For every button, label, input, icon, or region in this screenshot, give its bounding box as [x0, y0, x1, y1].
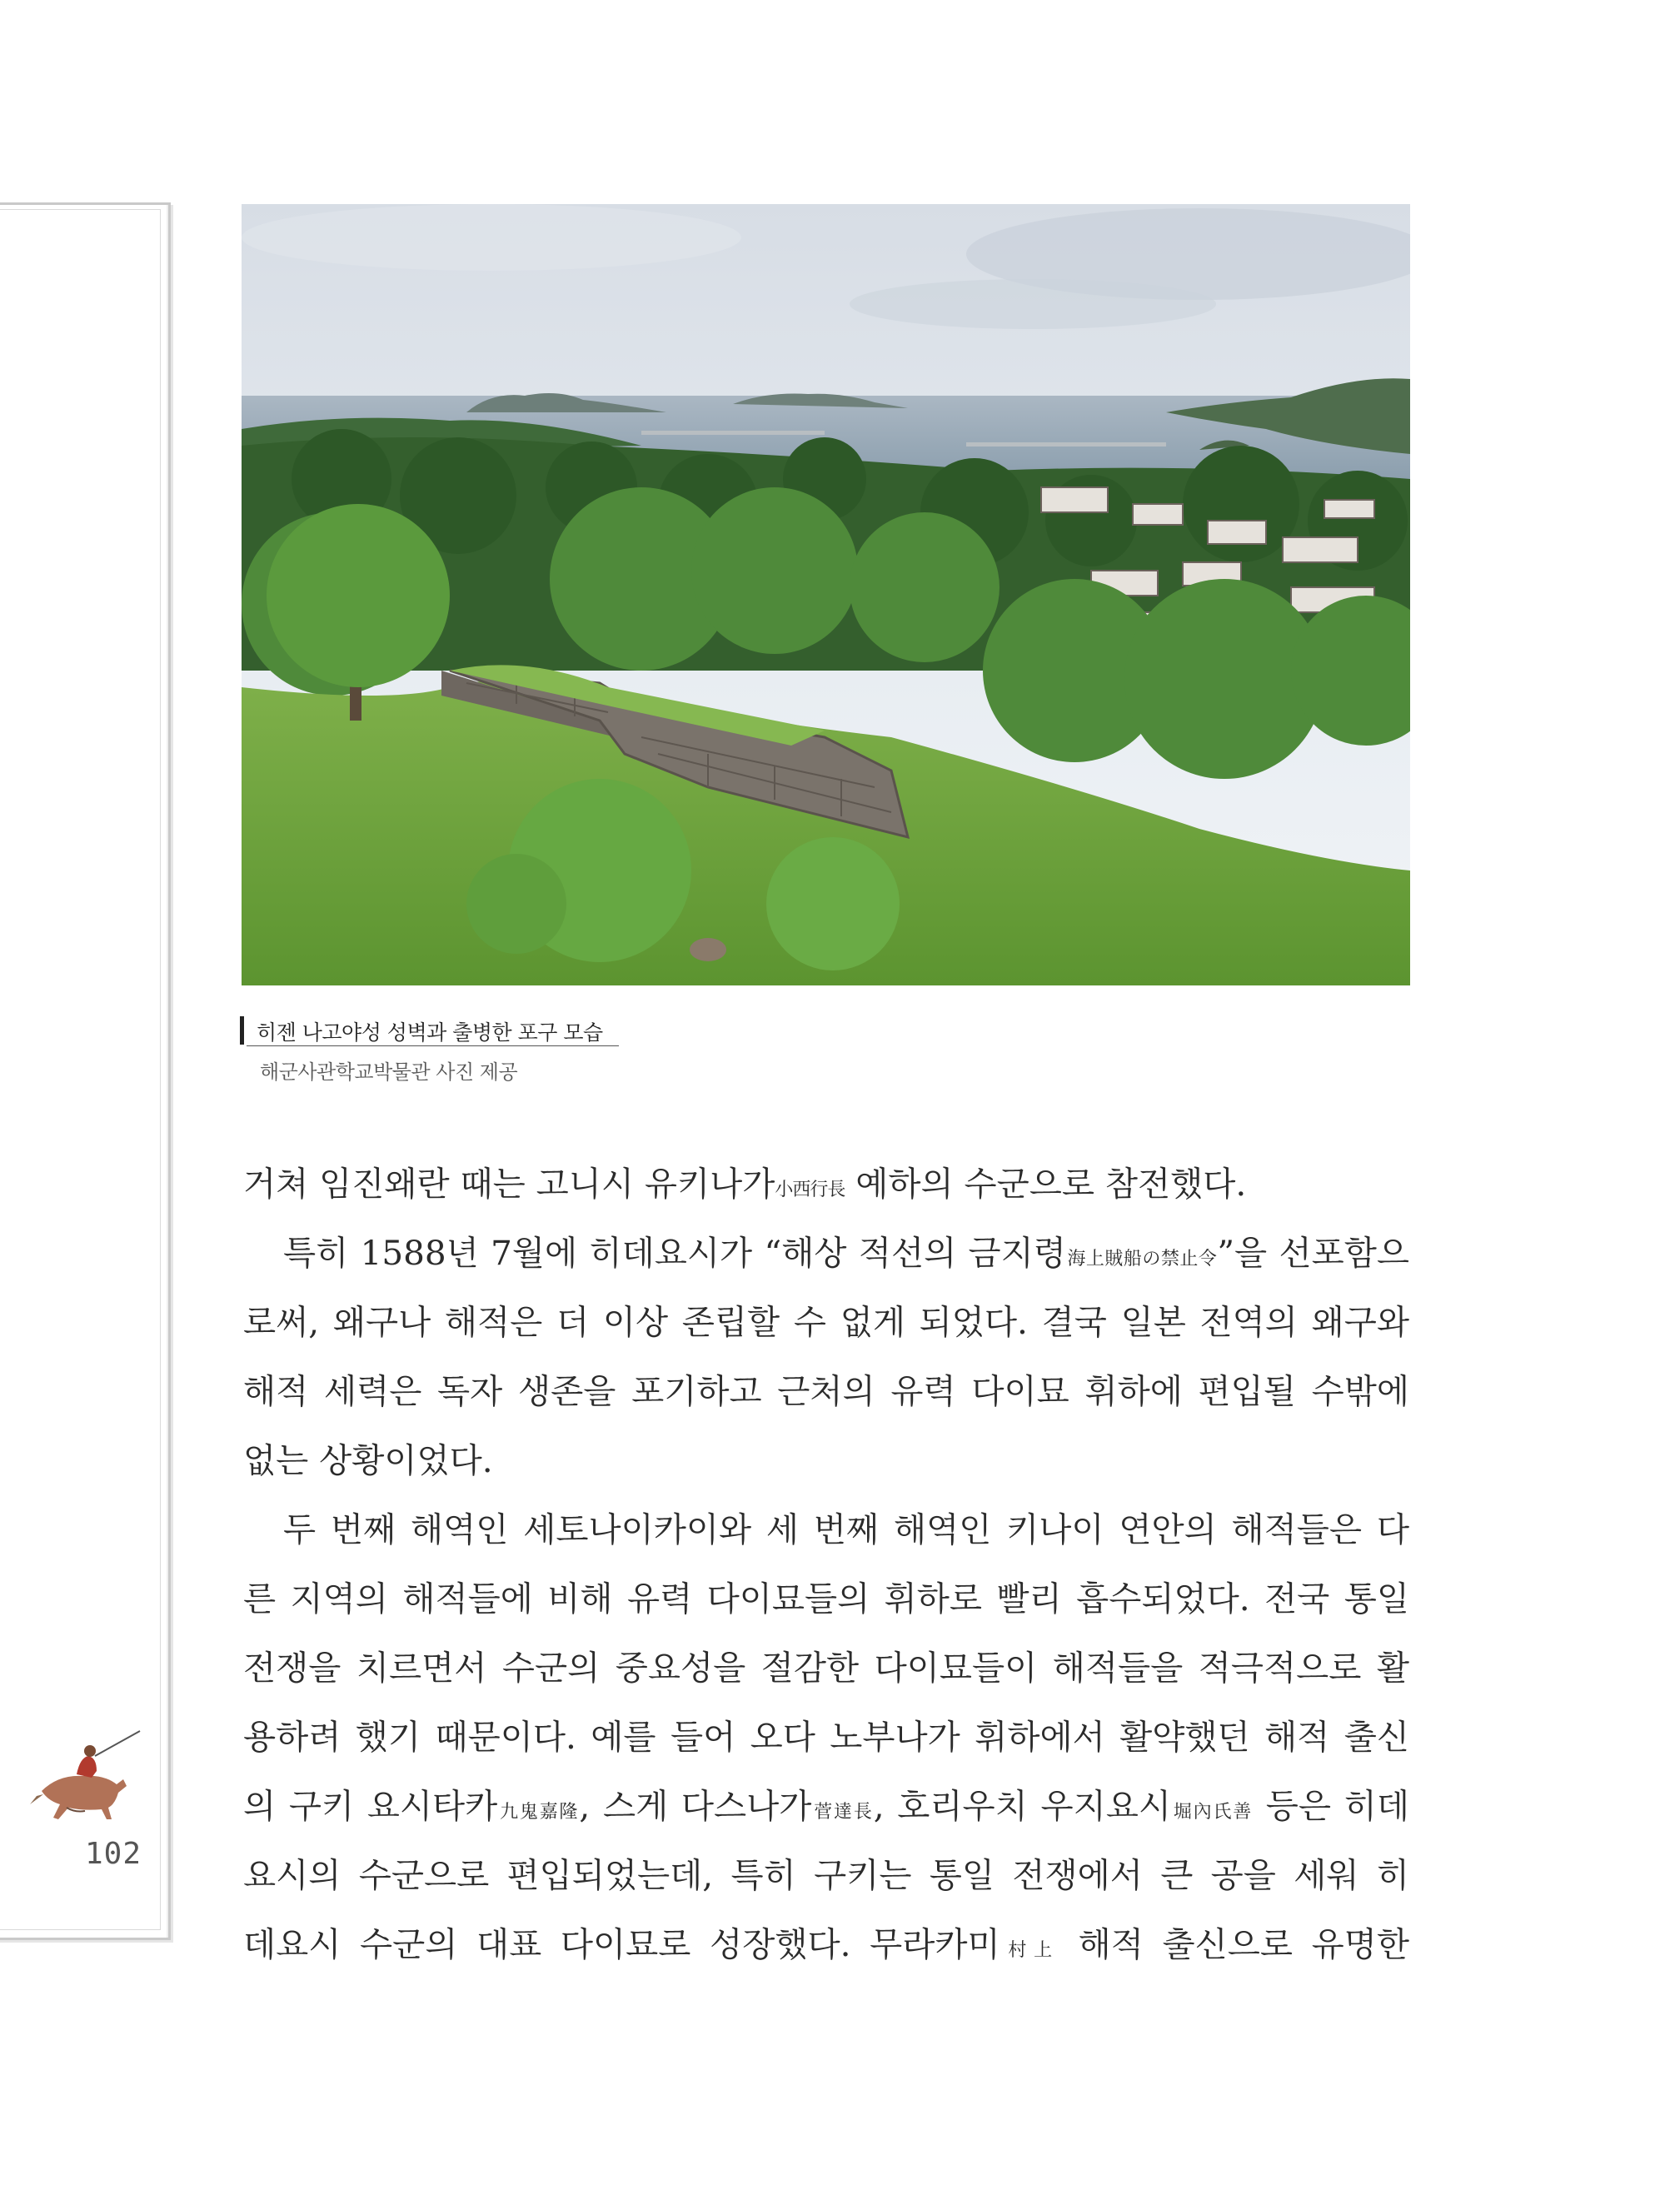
- figure-caption-title: 히젠 나고야성 성벽과 출병한 포구 모습: [257, 1020, 603, 1045]
- text-line: 없는 상황이었다.: [243, 1440, 493, 1480]
- text-line: 해적 세력은 독자 생존을 포기하고 근처의 유력 다이묘 휘하에 편입될 수밖에: [243, 1371, 1409, 1411]
- text-line: 의 구키 요시타카九鬼嘉隆, 스게 다스나가菅達長, 호리우치 우지요시堀內氏善 등은 히데: [243, 1786, 1409, 1826]
- text-line: 요시의 수군으로 편입되었는데, 특히 구키는 통일 전쟁에서 큰 공을 세워 히: [243, 1855, 1409, 1895]
- castle-wall-landscape-photo: [242, 204, 1410, 985]
- page-side-border-inner: [0, 209, 161, 1930]
- caption-underline: [247, 1045, 619, 1046]
- figure-caption-credit: 해군사관학교박물관 사진 제공: [260, 1060, 518, 1084]
- text-line: 두 번째 해역인 세토나이카이와 세 번째 해역인 키나이 연안의 해적들은 다: [283, 1509, 1409, 1549]
- text-line: 로써, 왜구나 해적은 더 이상 존립할 수 없게 되었다. 결국 일본 전역의 왜구와: [243, 1302, 1409, 1342]
- body-text: [243, 1150, 1409, 1979]
- mounted-warrior-illustration: [25, 1724, 150, 1824]
- text-line: 용하려 했기 때문이다. 예를 들어 오다 노부나가 휘하에서 활약했던 해적 출신: [243, 1717, 1409, 1757]
- page-number: 102: [85, 1837, 142, 1871]
- caption-marker: [240, 1016, 244, 1045]
- text-line: 특히 1588년 7월에 히데요시가 “해상 적선의 금지령海上賊船の禁止令”을 선포함으: [283, 1233, 1409, 1273]
- text-line: 른 지역의 해적들에 비해 유력 다이묘들의 휘하로 빨리 흡수되었다. 전국 통일: [243, 1579, 1409, 1619]
- text-line: 거쳐 임진왜란 때는 고니시 유키나가小西行長 예하의 수군으로 참전했다.: [243, 1164, 1247, 1204]
- text-line: 데요시 수군의 대표 다이묘로 성장했다. 무라카미村上 해적 출신으로 유명한: [243, 1924, 1409, 1964]
- text-line: 전쟁을 치르면서 수군의 중요성을 절감한 다이묘들이 해적들을 적극적으로 활: [243, 1648, 1409, 1688]
